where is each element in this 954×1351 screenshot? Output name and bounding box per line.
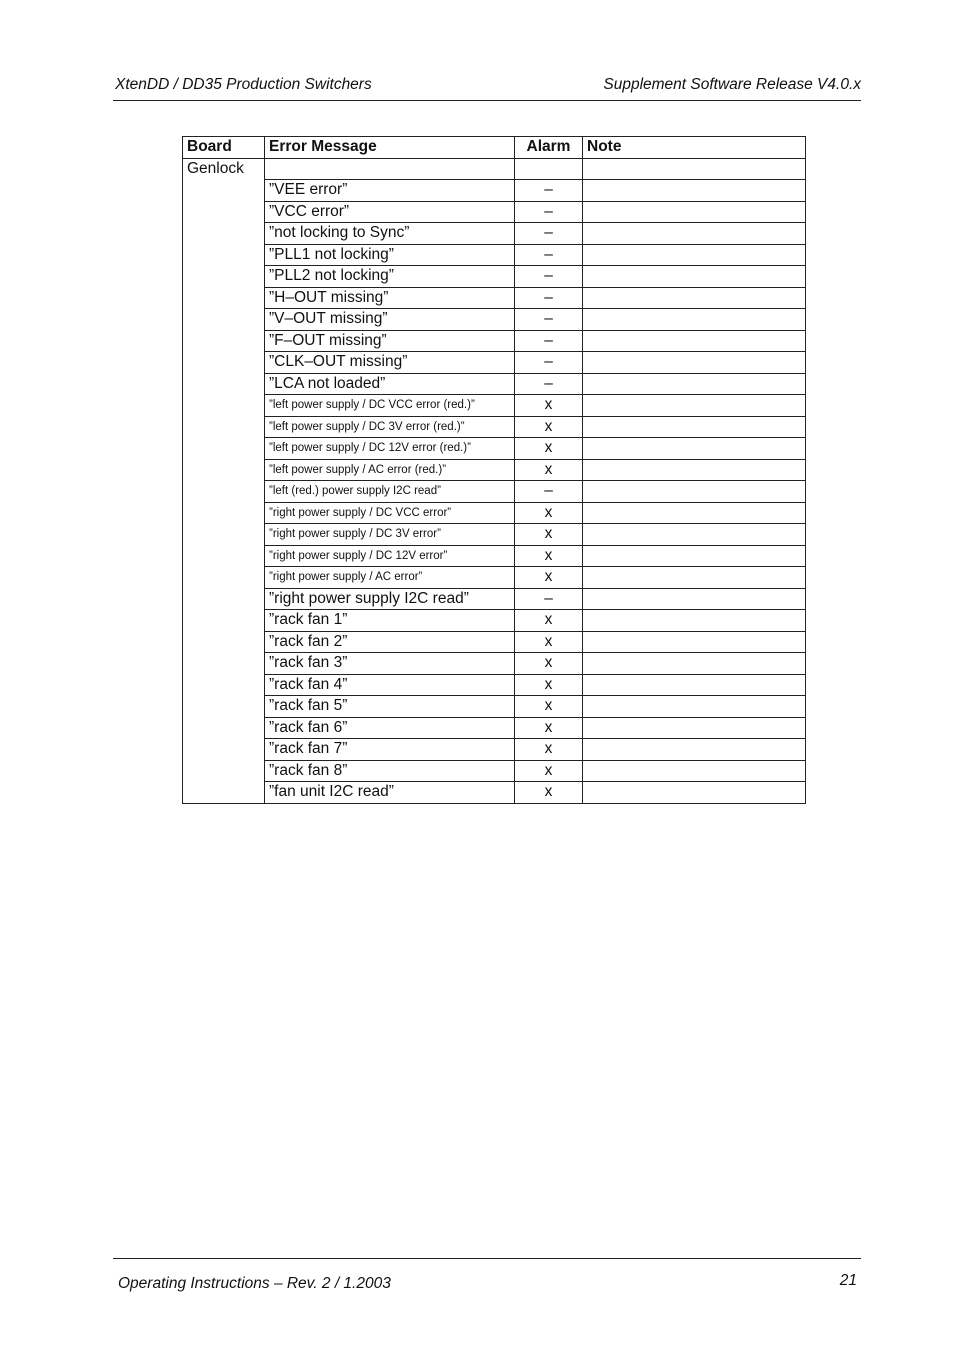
error-message-cell: ”rack fan 4” (265, 674, 515, 696)
table-row (183, 653, 806, 675)
note-cell (583, 696, 806, 718)
table-header-row (183, 137, 806, 159)
alarm-cell: x (515, 760, 583, 782)
table-row (183, 309, 806, 331)
table-row (183, 524, 806, 546)
note-cell (583, 610, 806, 632)
alarm-cell: – (515, 223, 583, 245)
error-message-table (182, 136, 806, 804)
note-cell (583, 395, 806, 417)
error-message-cell: ”fan unit I2C read” (265, 782, 515, 804)
table-row (183, 201, 806, 223)
alarm-cell: x (515, 674, 583, 696)
note-cell (583, 352, 806, 374)
table-row (183, 223, 806, 245)
table-row (183, 782, 806, 804)
note-cell (583, 438, 806, 460)
error-message-cell: ”rack fan 8” (265, 760, 515, 782)
table-row (183, 696, 806, 718)
note-cell (583, 674, 806, 696)
alarm-cell: – (515, 373, 583, 395)
note-cell (583, 244, 806, 266)
alarm-cell: x (515, 395, 583, 417)
error-message-cell: ”V–OUT missing” (265, 309, 515, 331)
error-message-cell: ”PLL2 not locking” (265, 266, 515, 288)
error-message-cell: ”PLL1 not locking” (265, 244, 515, 266)
note-cell (583, 545, 806, 567)
table-row (183, 567, 806, 589)
table-row (183, 610, 806, 632)
alarm-cell: x (515, 717, 583, 739)
table-row (183, 373, 806, 395)
alarm-cell: – (515, 201, 583, 223)
note-cell (583, 481, 806, 503)
table-body (183, 158, 806, 803)
alarm-cell: x (515, 524, 583, 546)
alarm-cell: – (515, 330, 583, 352)
table-row (183, 631, 806, 653)
table-row (183, 158, 806, 180)
note-cell (583, 524, 806, 546)
note-cell (583, 653, 806, 675)
column-header-error-message: Error Message (265, 137, 515, 159)
table-row (183, 352, 806, 374)
table-row (183, 180, 806, 202)
error-message-cell: ”left power supply / AC error (red.)” (265, 459, 515, 481)
error-message-cell: ”F–OUT missing” (265, 330, 515, 352)
column-header-note: Note (583, 137, 806, 159)
board-genlock: Genlock (183, 158, 265, 803)
note-cell (583, 223, 806, 245)
table-row (183, 588, 806, 610)
error-message-cell: ”left (red.) power supply I2C read” (265, 481, 515, 503)
error-message-cell: ”CLK–OUT missing” (265, 352, 515, 374)
error-message-cell: ”right power supply / DC 3V error” (265, 524, 515, 546)
error-message-cell: ”LCA not loaded” (265, 373, 515, 395)
column-header-alarm: Alarm (515, 137, 583, 159)
alarm-cell: – (515, 180, 583, 202)
alarm-cell: x (515, 416, 583, 438)
footer-doc-info: Operating Instructions – Rev. 2 / 1.2003 (118, 1275, 391, 1292)
alarm-cell: x (515, 502, 583, 524)
table-row (183, 438, 806, 460)
alarm-cell: x (515, 610, 583, 632)
error-message-cell: ”rack fan 7” (265, 739, 515, 761)
note-cell (583, 459, 806, 481)
note-cell (583, 567, 806, 589)
table-row (183, 502, 806, 524)
error-message-cell: ”rack fan 6” (265, 717, 515, 739)
header-release: Supplement Software Release V4.0.x (603, 76, 861, 93)
alarm-cell: – (515, 309, 583, 331)
note-cell (583, 502, 806, 524)
note-cell (583, 158, 806, 180)
error-message-cell (265, 158, 515, 180)
alarm-cell: x (515, 696, 583, 718)
table-row (183, 266, 806, 288)
error-message-cell: ”VEE error” (265, 180, 515, 202)
page-header (113, 74, 861, 101)
alarm-cell: – (515, 244, 583, 266)
error-message-cell: ”rack fan 2” (265, 631, 515, 653)
alarm-cell: x (515, 459, 583, 481)
table-row (183, 416, 806, 438)
alarm-cell: x (515, 782, 583, 804)
alarm-cell: x (515, 653, 583, 675)
alarm-cell: – (515, 352, 583, 374)
table-row (183, 717, 806, 739)
alarm-cell: x (515, 739, 583, 761)
note-cell (583, 782, 806, 804)
note-cell (583, 266, 806, 288)
alarm-cell (515, 158, 583, 180)
header-title: XtenDD / DD35 Production Switchers (115, 76, 372, 93)
error-message-cell: ”left power supply / DC 3V error (red.)” (265, 416, 515, 438)
note-cell (583, 717, 806, 739)
note-cell (583, 416, 806, 438)
note-cell (583, 631, 806, 653)
note-cell (583, 287, 806, 309)
table-row (183, 330, 806, 352)
alarm-cell: x (515, 567, 583, 589)
error-message-cell: ”rack fan 1” (265, 610, 515, 632)
table-row (183, 545, 806, 567)
table-row (183, 395, 806, 417)
table-row (183, 459, 806, 481)
table-row (183, 760, 806, 782)
error-message-cell: ”rack fan 3” (265, 653, 515, 675)
alarm-cell: – (515, 588, 583, 610)
column-header-board: Board (183, 137, 265, 159)
error-message-cell: ”right power supply / AC error” (265, 567, 515, 589)
note-cell (583, 201, 806, 223)
note-cell (583, 588, 806, 610)
error-message-cell: ”left power supply / DC 12V error (red.)” (265, 438, 515, 460)
error-message-cell: ”H–OUT missing” (265, 287, 515, 309)
alarm-cell: – (515, 481, 583, 503)
error-message-cell: ”right power supply / DC VCC error” (265, 502, 515, 524)
note-cell (583, 309, 806, 331)
error-message-cell: ”left power supply / DC VCC error (red.)” (265, 395, 515, 417)
note-cell (583, 760, 806, 782)
table-row (183, 739, 806, 761)
error-message-cell: ”right power supply I2C read” (265, 588, 515, 610)
error-message-cell: ”not locking to Sync” (265, 223, 515, 245)
note-cell (583, 180, 806, 202)
alarm-cell: x (515, 545, 583, 567)
alarm-cell: x (515, 438, 583, 460)
error-message-cell: ”rack fan 5” (265, 696, 515, 718)
table-row (183, 481, 806, 503)
error-message-cell: ”VCC error” (265, 201, 515, 223)
table-row (183, 287, 806, 309)
note-cell (583, 330, 806, 352)
page-number: 21 (839, 1272, 857, 1289)
note-cell (583, 373, 806, 395)
note-cell (583, 739, 806, 761)
table-row (183, 244, 806, 266)
page-footer (113, 1258, 861, 1299)
error-message-cell: ”right power supply / DC 12V error” (265, 545, 515, 567)
alarm-cell: – (515, 266, 583, 288)
alarm-cell: x (515, 631, 583, 653)
table-row (183, 674, 806, 696)
alarm-cell: – (515, 287, 583, 309)
